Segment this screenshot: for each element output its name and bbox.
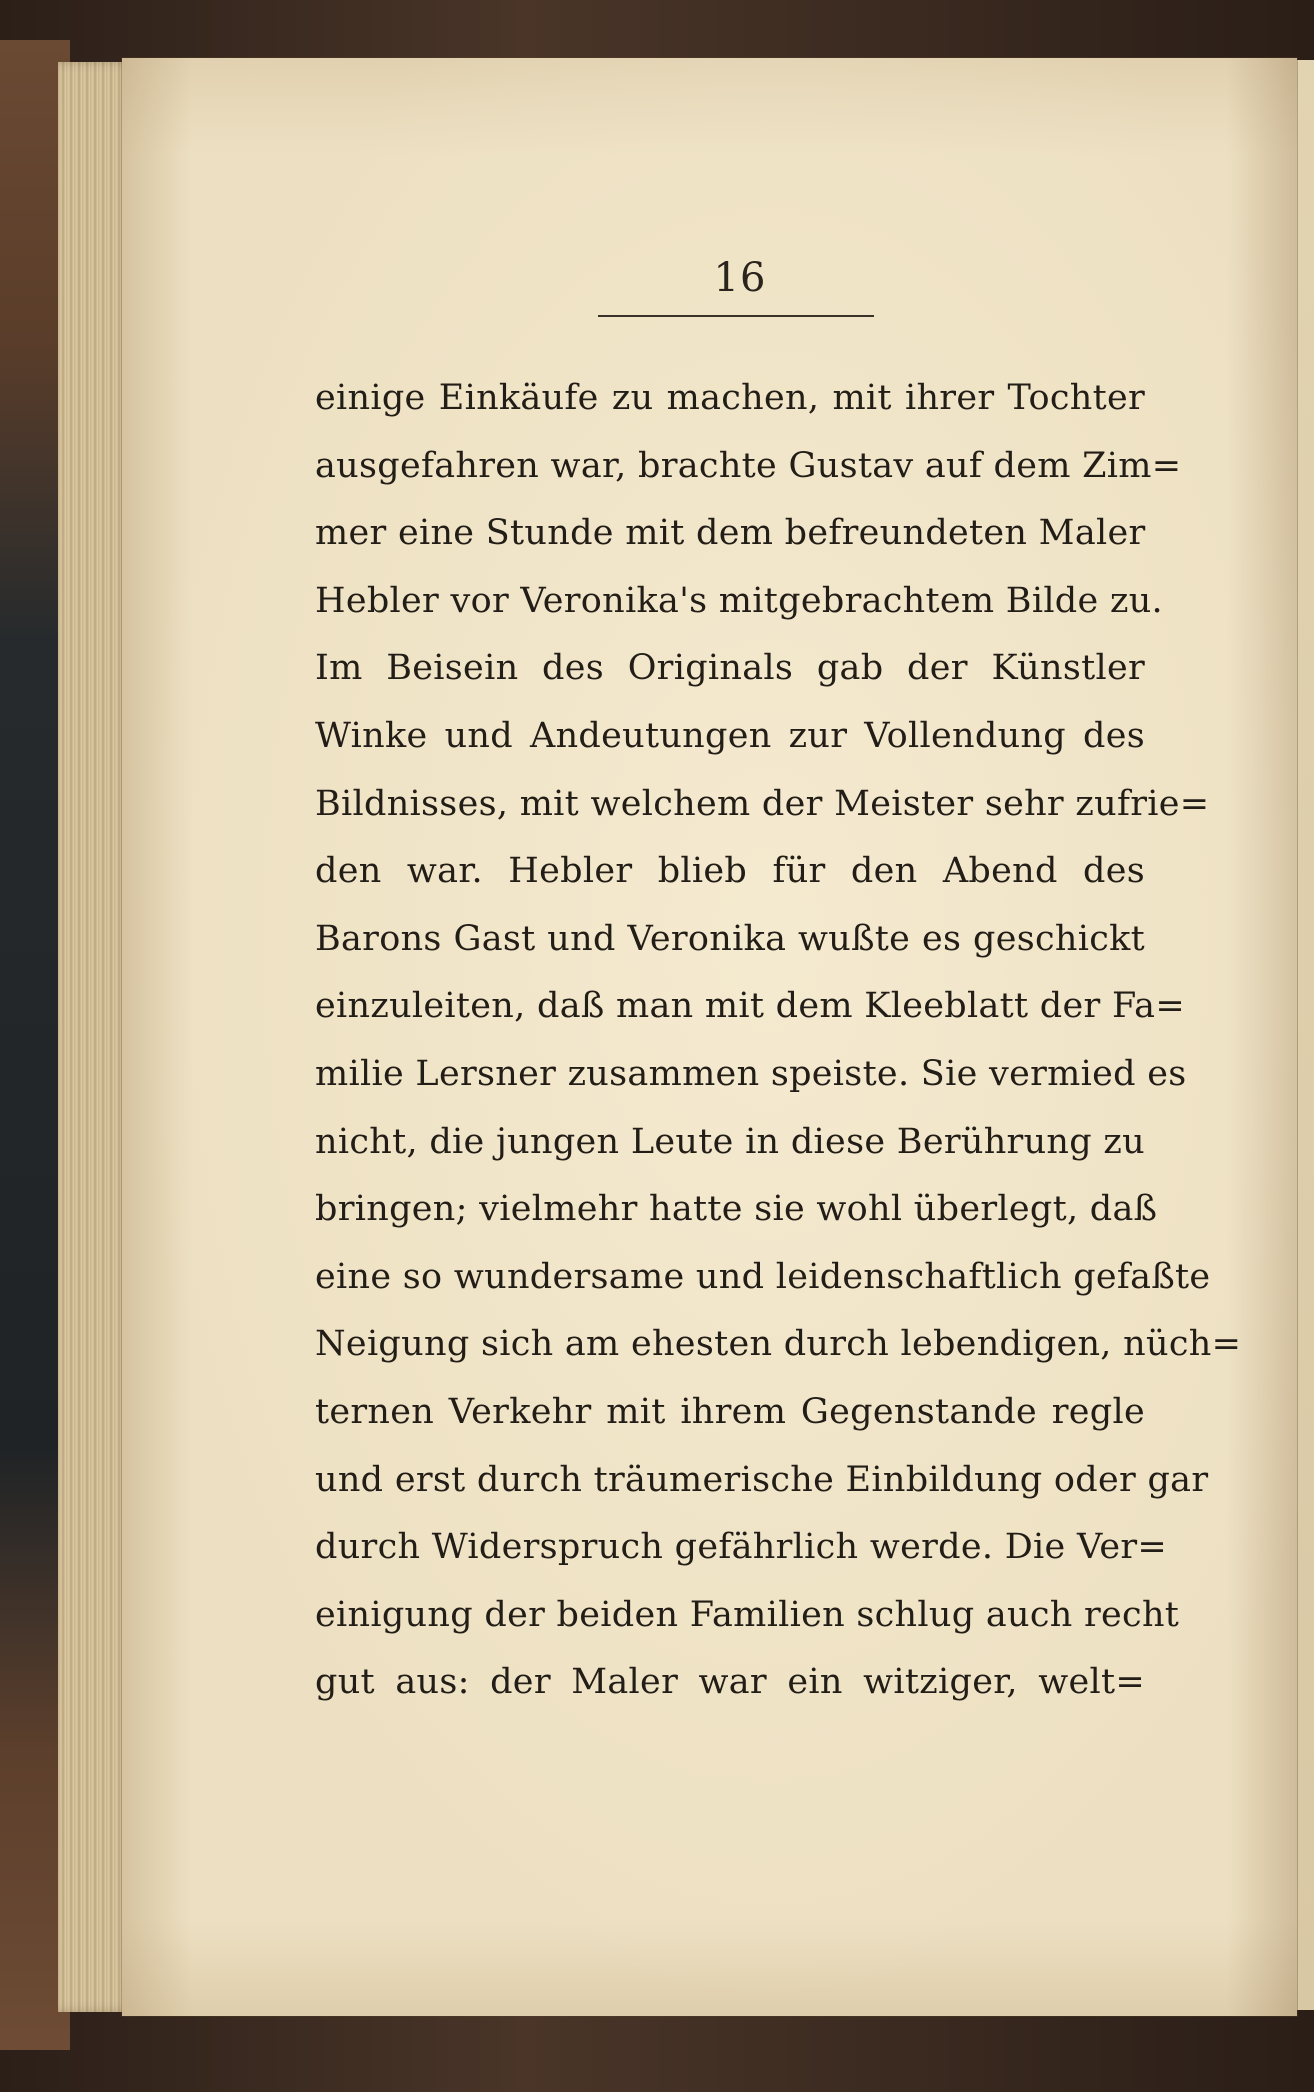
text-line: den war. Hebler blieb für den Abend des — [315, 851, 1145, 892]
text-line: Hebler vor Veronika's mitgebrachtem Bilde zu. — [315, 580, 1163, 621]
header-rule — [598, 315, 874, 317]
text-line: gut aus: der Maler war ein witziger, welt= — [315, 1662, 1145, 1703]
text-line: bringen; vielmehr hatte sie wohl überlegt, daß — [315, 1189, 1158, 1230]
page-number: 16 — [713, 255, 767, 301]
text-line: nicht, die jungen Leute in diese Berührung zu — [315, 1121, 1145, 1162]
text-line: Im Beisein des Originals gab der Künstler — [315, 648, 1145, 689]
text-line: einigung der beiden Familien schlug auch recht — [315, 1594, 1180, 1635]
text-line: Winke und Andeutungen zur Vollendung des — [315, 715, 1145, 756]
text-line: milie Lersner zusammen speiste. Sie vermied es — [315, 1053, 1187, 1094]
text-line: eine so wundersame und leidenschaftlich gefaßte — [315, 1256, 1211, 1297]
text-line: einige Einkäufe zu machen, mit ihrer Tochter — [315, 378, 1145, 418]
body-text — [315, 365, 1242, 1717]
text-line: ausgefahren war, brachte Gustav auf dem Zim= — [315, 445, 1182, 486]
text-line: und erst durch träumerische Einbildung oder gar — [315, 1459, 1209, 1500]
text-line: Barons Gast und Veronika wußte es geschickt — [315, 918, 1145, 959]
text-line: Neigung sich am ehesten durch lebendigen, nüch= — [315, 1324, 1242, 1365]
text-line: einzuleiten, daß man mit dem Kleeblatt der Fa= — [315, 986, 1185, 1027]
text-line: durch Widerspruch gefährlich werde. Die Ver= — [315, 1527, 1168, 1568]
text-line: mer eine Stunde mit dem befreundeten Maler — [315, 513, 1146, 554]
text-line: Bildnisses, mit welchem der Meister sehr zufrie= — [315, 783, 1210, 824]
text-line: ternen Verkehr mit ihrem Gegenstande regle — [315, 1391, 1145, 1432]
